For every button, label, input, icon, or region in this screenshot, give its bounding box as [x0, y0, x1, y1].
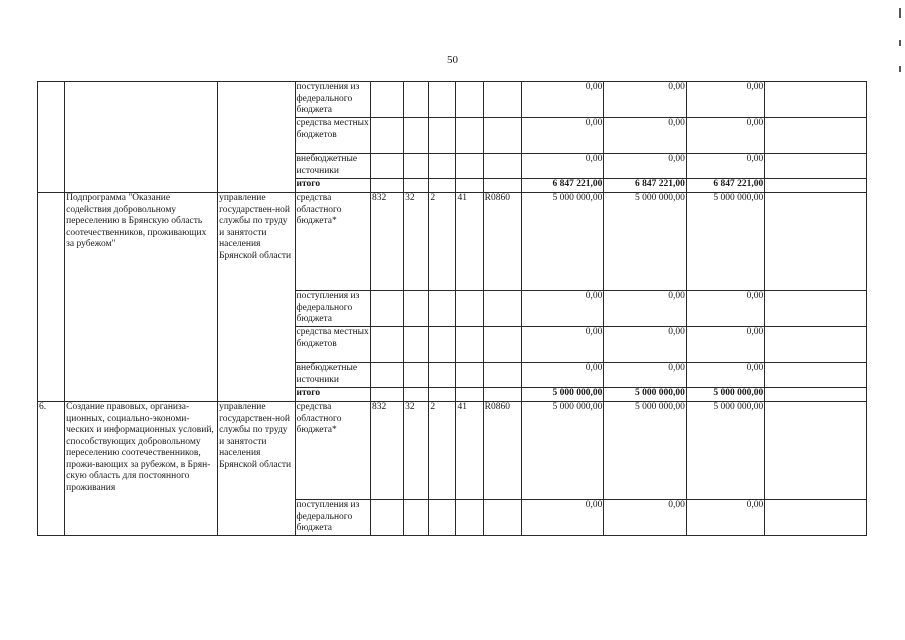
code-cell: 41 — [456, 193, 483, 291]
total-value: 6 847 221,00 — [604, 179, 686, 193]
total-value: 6 847 221,00 — [521, 179, 603, 193]
value-cell: 0,00 — [604, 118, 686, 154]
total-label: итого — [295, 179, 370, 193]
value-cell: 0,00 — [686, 154, 764, 179]
note-cell — [765, 82, 867, 118]
code-cell: 832 — [370, 193, 403, 291]
num-cell — [38, 82, 65, 193]
source-cell: средства областного бюджета* — [295, 402, 370, 500]
name-cell: Создание правовых, организа-ционных, социально-экономи-ческих и информационных условий, способствующих добровольному переселению соотечественников, прожи-вающих за рубежом, в Брян-скую область для постоянного проживания — [65, 402, 218, 536]
value-cell: 0,00 — [604, 363, 686, 388]
value-cell: 0,00 — [686, 118, 764, 154]
scan-mark — [899, 66, 901, 72]
value-cell: 0,00 — [521, 291, 603, 327]
source-cell: средства местных бюджетов — [295, 118, 370, 154]
source-cell: средства областного бюджета* — [295, 193, 370, 291]
code-cell — [370, 82, 403, 118]
source-cell: средства местных бюджетов — [295, 327, 370, 363]
note-cell — [765, 402, 867, 500]
num-cell: 6. — [38, 402, 65, 536]
page-number: 50 — [447, 54, 458, 66]
total-label: итого — [295, 388, 370, 402]
code-cell: 2 — [429, 402, 456, 500]
value-cell: 0,00 — [686, 500, 764, 536]
value-cell: 0,00 — [604, 327, 686, 363]
table-row — [38, 402, 867, 500]
table-row — [38, 82, 867, 118]
code-cell: 32 — [404, 193, 429, 291]
num-cell — [38, 193, 65, 402]
value-cell: 5 000 000,00 — [604, 402, 686, 500]
code-cell — [456, 82, 483, 118]
code-cell: 2 — [429, 193, 456, 291]
value-cell: 0,00 — [686, 291, 764, 327]
name-cell: Подпрограмма "Оказание содействия добровольному переселению в Брянскую область соотечественников, проживающих за рубежом" — [65, 193, 218, 402]
value-cell: 5 000 000,00 — [521, 193, 603, 291]
code-cell — [404, 82, 429, 118]
total-value: 5 000 000,00 — [604, 388, 686, 402]
value-cell: 0,00 — [521, 363, 603, 388]
source-cell: внебюджетные источники — [295, 154, 370, 179]
value-cell: 0,00 — [686, 327, 764, 363]
value-cell: 0,00 — [521, 118, 603, 154]
value-cell: 0,00 — [604, 154, 686, 179]
value-cell: 5 000 000,00 — [686, 193, 764, 291]
value-cell: 0,00 — [686, 363, 764, 388]
executor-cell — [218, 82, 295, 193]
code-cell: R0860 — [483, 193, 521, 291]
source-cell: поступления из федерального бюджета — [295, 500, 370, 536]
code-cell — [483, 82, 521, 118]
value-cell: 5 000 000,00 — [604, 193, 686, 291]
value-cell: 0,00 — [521, 327, 603, 363]
code-cell: R0860 — [483, 402, 521, 500]
code-cell — [429, 82, 456, 118]
name-cell — [65, 82, 218, 193]
value-cell: 0,00 — [604, 500, 686, 536]
code-cell: 32 — [404, 402, 429, 500]
table-row — [38, 193, 867, 291]
total-value: 6 847 221,00 — [686, 179, 764, 193]
value-cell: 0,00 — [521, 82, 603, 118]
note-cell — [765, 193, 867, 291]
value-cell: 0,00 — [604, 291, 686, 327]
value-cell: 5 000 000,00 — [521, 402, 603, 500]
scan-mark — [899, 40, 901, 46]
value-cell: 0,00 — [604, 82, 686, 118]
source-cell: поступления из федерального бюджета — [295, 291, 370, 327]
source-cell: поступления из федерального бюджета — [295, 82, 370, 118]
scan-mark — [899, 8, 901, 18]
code-cell: 41 — [456, 402, 483, 500]
value-cell: 0,00 — [521, 154, 603, 179]
value-cell: 0,00 — [686, 82, 764, 118]
total-value: 5 000 000,00 — [686, 388, 764, 402]
executor-cell: управление государствен-ной службы по труду и занятости населения Брянской области — [218, 402, 295, 536]
total-value: 5 000 000,00 — [521, 388, 603, 402]
source-cell: внебюджетные источники — [295, 363, 370, 388]
value-cell: 0,00 — [521, 500, 603, 536]
value-cell: 5 000 000,00 — [686, 402, 764, 500]
budget-table — [37, 81, 867, 536]
executor-cell: управление государствен-ной службы по труду и занятости населения Брянской области — [218, 193, 295, 402]
code-cell: 832 — [370, 402, 403, 500]
